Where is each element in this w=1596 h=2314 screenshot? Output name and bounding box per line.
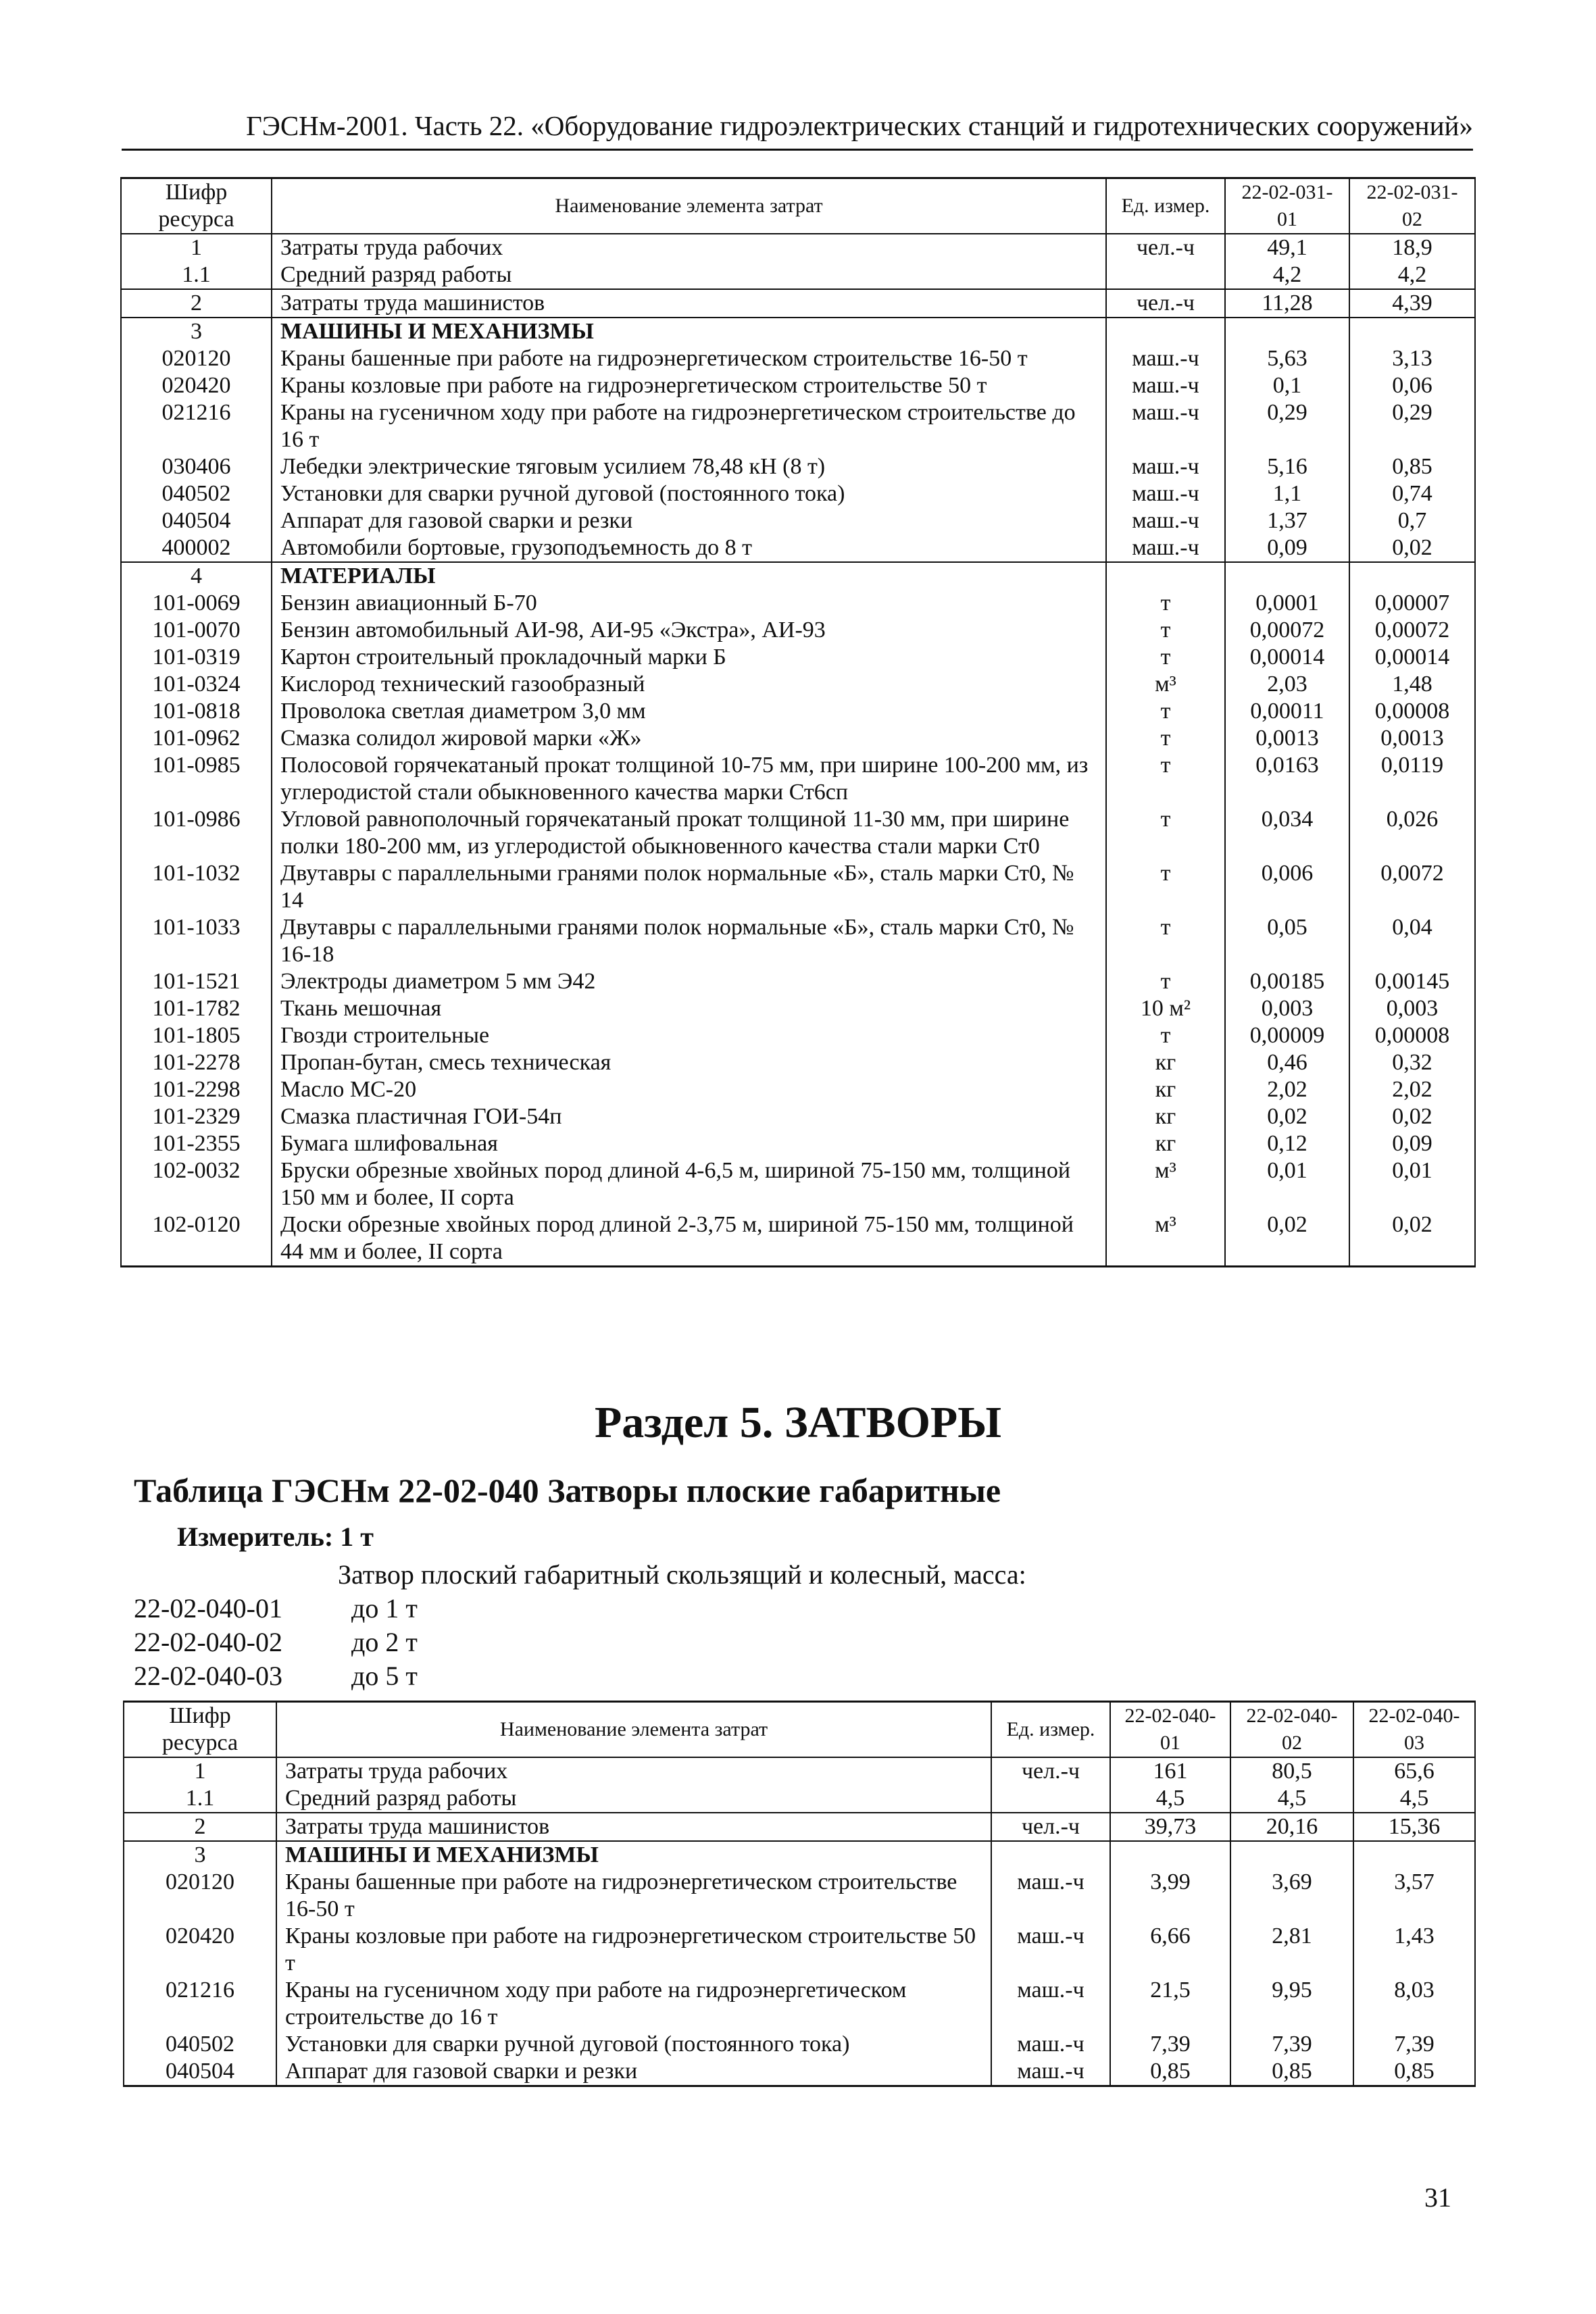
cost-element-cell: МАШИНЫ И МЕХАНИЗМЫ (272, 318, 1106, 345)
resource-code-cell: 040504 (124, 2058, 276, 2086)
unit-cell: кг (1106, 1049, 1225, 1076)
unit-cell: маш.-ч (991, 2058, 1110, 2086)
meter-label: Измеритель: 1 т (177, 1521, 374, 1552)
norm-value-cell-2: 0,74 (1349, 480, 1475, 507)
table-row (121, 345, 1475, 372)
norm-value-cell-1: 0,034 (1225, 806, 1349, 860)
cost-element-cell: Краны на гусеничном ходу при работе на гидроэнергетическом строительстве до 16 т (272, 399, 1106, 453)
norm-value-cell-3: 4,5 (1353, 1785, 1475, 1813)
header-unit: Ед. измер. (991, 1702, 1110, 1758)
resource-code-cell: 2 (124, 1813, 276, 1841)
table-row (124, 2058, 1475, 2086)
resource-code-cell: 101-0962 (121, 725, 272, 752)
norm-value-cell-1: 0,12 (1225, 1130, 1349, 1157)
unit-cell: маш.-ч (1106, 453, 1225, 480)
norm-value-cell-2: 0,00008 (1349, 1022, 1475, 1049)
norm-value-cell-1: 5,16 (1225, 453, 1349, 480)
resource-code-cell: 101-0319 (121, 644, 272, 671)
resource-code-cell: 101-0985 (121, 752, 272, 806)
resource-code-cell: 040504 (121, 507, 272, 534)
cost-element-cell: Краны на гусеничном ходу при работе на гидроэнергетическом строительстве до 16 т (276, 1977, 991, 2031)
resource-code-cell: 101-2298 (121, 1076, 272, 1103)
norm-value-cell-1: 2,03 (1225, 671, 1349, 698)
norm-value-cell-2: 0,026 (1349, 806, 1475, 860)
resource-code-cell: 2 (121, 289, 272, 318)
variant-text: до 2 т (351, 1627, 418, 1657)
table-row (124, 2031, 1475, 2058)
norm-value-cell-1: 0,00185 (1225, 968, 1349, 995)
norm-value-cell-2: 0,7 (1349, 507, 1475, 534)
variant-line (134, 1659, 418, 1693)
norm-value-cell-2: 0,00072 (1349, 617, 1475, 644)
resource-code-cell: 1.1 (124, 1785, 276, 1813)
cost-element-cell: Затраты труда рабочих (276, 1757, 991, 1785)
unit-cell: т (1106, 725, 1225, 752)
cost-element-cell: Полосовой горячекатаный прокат толщиной 10-75 мм, при ширине 100-200 мм, из углеродистой стали обыкновенного качества марки Ст6сп (272, 752, 1106, 806)
norm-value-cell-2: 0,0013 (1349, 725, 1475, 752)
page-number: 31 (1424, 2182, 1451, 2213)
cost-element-cell: Установки для сварки ручной дуговой (постоянного тока) (276, 2031, 991, 2058)
cost-element-cell: Автомобили бортовые, грузоподъемность до 8 т (272, 534, 1106, 562)
header-norm-02: 22-02-040-02 (1230, 1702, 1353, 1758)
unit-cell (1106, 318, 1225, 345)
table-title: Таблица ГЭСНм 22-02-040 Затворы плоские габаритные (134, 1472, 1001, 1509)
unit-cell: маш.-ч (991, 2031, 1110, 2058)
norm-value-cell-2: 0,29 (1349, 399, 1475, 453)
cost-element-cell: Затраты труда машинистов (272, 289, 1106, 318)
norm-value-cell-2: 0,02 (1349, 1211, 1475, 1267)
unit-cell: т (1106, 617, 1225, 644)
cost-element-cell: Смазка солидол жировой марки «Ж» (272, 725, 1106, 752)
table-row (121, 1130, 1475, 1157)
unit-cell: маш.-ч (1106, 372, 1225, 399)
cost-element-cell: Ткань мешочная (272, 995, 1106, 1022)
resource-code-cell: 020120 (121, 345, 272, 372)
resource-code-cell: 3 (124, 1841, 276, 1869)
unit-cell: маш.-ч (991, 1923, 1110, 1977)
unit-cell: маш.-ч (991, 1869, 1110, 1923)
norm-value-cell-3: 7,39 (1353, 2031, 1475, 2058)
resource-code-cell: 020420 (124, 1923, 276, 1977)
norm-value-cell-2: 0,06 (1349, 372, 1475, 399)
header-norm-02: 22-02-031-02 (1349, 178, 1475, 234)
unit-cell (1106, 562, 1225, 590)
norm-value-cell-1: 0,46 (1225, 1049, 1349, 1076)
table-row (121, 644, 1475, 671)
unit-cell: маш.-ч (1106, 507, 1225, 534)
table-row (121, 752, 1475, 806)
header-norm-01: 22-02-040-01 (1110, 1702, 1230, 1758)
norm-value-cell-2: 2,02 (1349, 1076, 1475, 1103)
cost-element-cell: Бруски обрезные хвойных пород длиной 4-6,5 м, шириной 75-150 мм, толщиной 150 мм и более, II сорта (272, 1157, 1106, 1211)
norm-value-cell-3: 8,03 (1353, 1977, 1475, 2031)
norm-value-cell-1: 0,00014 (1225, 644, 1349, 671)
norm-value-cell-1: 161 (1110, 1757, 1230, 1785)
norm-value-cell-1: 1,1 (1225, 480, 1349, 507)
unit-cell (1106, 261, 1225, 289)
norm-value-cell-1: 0,05 (1225, 914, 1349, 968)
table-row (121, 698, 1475, 725)
cost-element-cell: Краны башенные при работе на гидроэнергетическом строительстве 16-50 т (272, 345, 1106, 372)
norm-value-cell-2: 0,003 (1349, 995, 1475, 1022)
table-row (121, 968, 1475, 995)
resource-code-cell: 400002 (121, 534, 272, 562)
norm-value-cell-2: 0,00014 (1349, 644, 1475, 671)
table-row (121, 399, 1475, 453)
unit-cell: т (1106, 914, 1225, 968)
unit-cell (991, 1841, 1110, 1869)
norm-value-cell-2: 0,09 (1349, 1130, 1475, 1157)
table-row (121, 234, 1475, 261)
norm-value-cell-1 (1225, 318, 1349, 345)
norm-value-cell-2: 4,2 (1349, 261, 1475, 289)
resource-code-cell: 101-0070 (121, 617, 272, 644)
norm-value-cell-3: 65,6 (1353, 1757, 1475, 1785)
resource-code-cell: 102-0032 (121, 1157, 272, 1211)
variant-line (134, 1592, 418, 1626)
table-row (121, 860, 1475, 914)
norm-value-cell-1: 49,1 (1225, 234, 1349, 261)
norm-value-cell-1: 2,02 (1225, 1076, 1349, 1103)
resource-code-cell: 040502 (124, 2031, 276, 2058)
norm-value-cell-1: 0,0001 (1225, 590, 1349, 617)
norm-value-cell-1: 0,003 (1225, 995, 1349, 1022)
norm-value-cell-2: 0,0072 (1349, 860, 1475, 914)
norm-value-cell-3: 0,85 (1353, 2058, 1475, 2086)
resource-code-cell: 021216 (124, 1977, 276, 2031)
cost-element-cell: МАТЕРИАЛЫ (272, 562, 1106, 590)
norm-value-cell-2: 0,00008 (1349, 698, 1475, 725)
unit-cell: маш.-ч (1106, 534, 1225, 562)
variant-code: 22-02-040-03 (134, 1661, 282, 1691)
table-row (121, 480, 1475, 507)
norm-value-cell-1: 0,0163 (1225, 752, 1349, 806)
cost-element-cell: Установки для сварки ручной дуговой (постоянного тока) (272, 480, 1106, 507)
table-row (124, 1977, 1475, 2031)
norm-value-cell-2: 3,69 (1230, 1869, 1353, 1923)
unit-cell: кг (1106, 1076, 1225, 1103)
norm-value-cell-3: 3,57 (1353, 1869, 1475, 1923)
table-row (121, 1103, 1475, 1130)
cost-element-cell: Аппарат для газовой сварки и резки (276, 2058, 991, 2086)
norm-value-cell-1: 0,00072 (1225, 617, 1349, 644)
norm-value-cell-2: 4,5 (1230, 1785, 1353, 1813)
unit-cell: т (1106, 698, 1225, 725)
cost-element-cell: Картон строительный прокладочный марки Б (272, 644, 1106, 671)
norm-value-cell-1: 1,37 (1225, 507, 1349, 534)
page-header: ГЭСНм-2001. Часть 22. «Оборудование гидроэлектрических станций и гидротехнических сооружений» (122, 108, 1473, 151)
table-row (121, 1157, 1475, 1211)
gate-description: Затвор плоский габаритный скользящий и колесный, масса: (338, 1559, 1026, 1590)
unit-cell: т (1106, 752, 1225, 806)
norm-value-cell-1: 0,02 (1225, 1211, 1349, 1267)
cost-element-cell: Пропан-бутан, смесь техническая (272, 1049, 1106, 1076)
section-title: Раздел 5. ЗАТВОРЫ (594, 1398, 1002, 1447)
norm-value-cell-2: 0,02 (1349, 534, 1475, 562)
cost-element-cell: Краны башенные при работе на гидроэнергетическом строительстве 16-50 т (276, 1869, 991, 1923)
norm-value-cell-1: 0,00009 (1225, 1022, 1349, 1049)
table-row (124, 1841, 1475, 1869)
resource-code-cell: 101-0818 (121, 698, 272, 725)
norm-value-cell-1 (1110, 1841, 1230, 1869)
table-row (124, 1813, 1475, 1841)
unit-cell: т (1106, 860, 1225, 914)
table-row (121, 995, 1475, 1022)
resource-code-cell: 101-1521 (121, 968, 272, 995)
resource-code-cell: 021216 (121, 399, 272, 453)
norm-value-cell-2: 18,9 (1349, 234, 1475, 261)
norm-value-cell-1: 0,00011 (1225, 698, 1349, 725)
norm-value-cell-2: 80,5 (1230, 1757, 1353, 1785)
unit-cell: т (1106, 968, 1225, 995)
norm-value-cell-1: 0,85 (1110, 2058, 1230, 2086)
norm-value-cell-1: 39,73 (1110, 1813, 1230, 1841)
resource-code-cell: 1.1 (121, 261, 272, 289)
resource-code-cell: 1 (124, 1757, 276, 1785)
unit-cell: маш.-ч (1106, 480, 1225, 507)
cost-element-cell: Доски обрезные хвойных пород длиной 2-3,75 м, шириной 75-150 мм, толщиной 44 мм и более, II сорта (272, 1211, 1106, 1267)
table-row (124, 1757, 1475, 1785)
norm-value-cell-1: 3,99 (1110, 1869, 1230, 1923)
norm-value-cell-1: 6,66 (1110, 1923, 1230, 1977)
resource-code-cell: 030406 (121, 453, 272, 480)
norm-value-cell-3 (1353, 1841, 1475, 1869)
norm-value-cell-1: 0,0013 (1225, 725, 1349, 752)
resource-code-cell: 101-0324 (121, 671, 272, 698)
table-row (121, 1049, 1475, 1076)
norm-value-cell-2: 1,48 (1349, 671, 1475, 698)
norm-value-cell-1: 4,2 (1225, 261, 1349, 289)
header-resource-code: Шифр ресурса (121, 178, 272, 234)
norm-value-cell-2: 2,81 (1230, 1923, 1353, 1977)
variant-text: до 1 т (351, 1593, 418, 1624)
norm-value-cell-1: 0,29 (1225, 399, 1349, 453)
table-row (124, 1869, 1475, 1923)
resource-code-cell: 101-2278 (121, 1049, 272, 1076)
table-row (124, 1923, 1475, 1977)
resource-table-22-02-031 (120, 177, 1476, 1267)
header-norm-01: 22-02-031-01 (1225, 178, 1349, 234)
table-row (121, 289, 1475, 318)
table-row (121, 1076, 1475, 1103)
unit-cell: чел.-ч (991, 1757, 1110, 1785)
resource-code-cell: 020120 (124, 1869, 276, 1923)
resource-code-cell: 102-0120 (121, 1211, 272, 1267)
norm-value-cell-2: 9,95 (1230, 1977, 1353, 2031)
norm-value-cell-1: 11,28 (1225, 289, 1349, 318)
norm-value-cell-2: 0,00145 (1349, 968, 1475, 995)
unit-cell: т (1106, 590, 1225, 617)
table-row (121, 507, 1475, 534)
norm-value-cell-3: 1,43 (1353, 1923, 1475, 1977)
table-row (121, 261, 1475, 289)
cost-element-cell: Затраты труда машинистов (276, 1813, 991, 1841)
unit-cell: чел.-ч (1106, 289, 1225, 318)
header-norm-03: 22-02-040-03 (1353, 1702, 1475, 1758)
norm-value-cell-2 (1349, 318, 1475, 345)
resource-code-cell: 101-0986 (121, 806, 272, 860)
cost-element-cell: МАШИНЫ И МЕХАНИЗМЫ (276, 1841, 991, 1869)
norm-value-cell-3: 15,36 (1353, 1813, 1475, 1841)
norm-value-cell-1 (1225, 562, 1349, 590)
norm-value-cell-1: 0,02 (1225, 1103, 1349, 1130)
cost-element-cell: Кислород технический газообразный (272, 671, 1106, 698)
unit-cell: чел.-ч (1106, 234, 1225, 261)
table-row (121, 590, 1475, 617)
table-row (121, 453, 1475, 480)
header-unit: Ед. измер. (1106, 178, 1225, 234)
norm-value-cell-2 (1230, 1841, 1353, 1869)
unit-cell (991, 1785, 1110, 1813)
norm-value-cell-2: 0,00007 (1349, 590, 1475, 617)
resource-code-cell: 101-2355 (121, 1130, 272, 1157)
cost-element-cell: Краны козловые при работе на гидроэнергетическом строительстве 50 т (276, 1923, 991, 1977)
cost-element-cell: Бензин автомобильный АИ-98, АИ-95 «Экстра», АИ-93 (272, 617, 1106, 644)
unit-cell: кг (1106, 1103, 1225, 1130)
unit-cell: кг (1106, 1130, 1225, 1157)
cost-element-cell: Двутавры с параллельными гранями полок нормальные «Б», сталь марки Ст0, № 14 (272, 860, 1106, 914)
unit-cell: т (1106, 644, 1225, 671)
norm-value-cell-2: 0,85 (1349, 453, 1475, 480)
cost-element-cell: Затраты труда рабочих (272, 234, 1106, 261)
norm-value-cell-1: 7,39 (1110, 2031, 1230, 2058)
cost-element-cell: Двутавры с параллельными гранями полок нормальные «Б», сталь марки Ст0, № 16-18 (272, 914, 1106, 968)
cost-element-cell: Угловой равнополочный горячекатаный прокат толщиной 11-30 мм, при ширине полки 180-200 мм, из углеродистой обыкновенного качества стали марки Ст0 (272, 806, 1106, 860)
norm-value-cell-2: 0,32 (1349, 1049, 1475, 1076)
cost-element-cell: Масло МС-20 (272, 1076, 1106, 1103)
cost-element-cell: Средний разряд работы (272, 261, 1106, 289)
unit-cell: т (1106, 1022, 1225, 1049)
resource-code-cell: 4 (121, 562, 272, 590)
table-row (121, 806, 1475, 860)
unit-cell: маш.-ч (1106, 399, 1225, 453)
cost-element-cell: Бумага шлифовальная (272, 1130, 1106, 1157)
norm-value-cell-1: 0,006 (1225, 860, 1349, 914)
variant-code: 22-02-040-02 (134, 1627, 282, 1657)
norm-value-cell-2: 0,04 (1349, 914, 1475, 968)
cost-element-cell: Электроды диаметром 5 мм Э42 (272, 968, 1106, 995)
table-row (124, 1785, 1475, 1813)
table-row (121, 318, 1475, 345)
norm-value-cell-1: 0,01 (1225, 1157, 1349, 1211)
cost-element-cell: Средний разряд работы (276, 1785, 991, 1813)
table-row (121, 562, 1475, 590)
cost-element-cell: Краны козловые при работе на гидроэнергетическом строительстве 50 т (272, 372, 1106, 399)
cost-element-cell: Бензин авиационный Б-70 (272, 590, 1106, 617)
norm-value-cell-1: 5,63 (1225, 345, 1349, 372)
table-row (121, 1211, 1475, 1267)
table-row (121, 1022, 1475, 1049)
resource-code-cell: 101-0069 (121, 590, 272, 617)
unit-cell: м³ (1106, 1157, 1225, 1211)
variant-text: до 5 т (351, 1661, 418, 1691)
header-cost-element: Наименование элемента затрат (272, 178, 1106, 234)
norm-value-cell-2: 20,16 (1230, 1813, 1353, 1841)
norm-value-cell-2 (1349, 562, 1475, 590)
unit-cell: маш.-ч (1106, 345, 1225, 372)
unit-cell: м³ (1106, 671, 1225, 698)
resource-code-cell: 101-1782 (121, 995, 272, 1022)
resource-code-cell: 1 (121, 234, 272, 261)
norm-value-cell-1: 21,5 (1110, 1977, 1230, 2031)
table-row (121, 914, 1475, 968)
table-row (121, 372, 1475, 399)
cost-element-cell: Аппарат для газовой сварки и резки (272, 507, 1106, 534)
norm-value-cell-1: 4,5 (1110, 1785, 1230, 1813)
header-cost-element: Наименование элемента затрат (276, 1702, 991, 1758)
table-row (121, 617, 1475, 644)
unit-cell: 10 м² (1106, 995, 1225, 1022)
unit-cell: чел.-ч (991, 1813, 1110, 1841)
norm-value-cell-2: 0,02 (1349, 1103, 1475, 1130)
norm-value-cell-2: 0,0119 (1349, 752, 1475, 806)
header-resource-code: Шифр ресурса (124, 1702, 276, 1758)
norm-value-cell-1: 0,1 (1225, 372, 1349, 399)
resource-code-cell: 101-1032 (121, 860, 272, 914)
norm-value-cell-2: 0,01 (1349, 1157, 1475, 1211)
cost-element-cell: Проволока светлая диаметром 3,0 мм (272, 698, 1106, 725)
resource-code-cell: 020420 (121, 372, 272, 399)
unit-cell: маш.-ч (991, 1977, 1110, 2031)
variant-line (134, 1626, 418, 1659)
resource-code-cell: 101-2329 (121, 1103, 272, 1130)
norm-value-cell-2: 7,39 (1230, 2031, 1353, 2058)
resource-code-cell: 101-1033 (121, 914, 272, 968)
cost-element-cell: Гвозди строительные (272, 1022, 1106, 1049)
resource-table-22-02-040 (123, 1701, 1476, 2087)
cost-element-cell: Лебедки электрические тяговым усилием 78,48 кН (8 т) (272, 453, 1106, 480)
norm-value-cell-2: 4,39 (1349, 289, 1475, 318)
resource-code-cell: 3 (121, 318, 272, 345)
variant-code: 22-02-040-01 (134, 1593, 282, 1624)
table-row (121, 534, 1475, 562)
unit-cell: м³ (1106, 1211, 1225, 1267)
unit-cell: т (1106, 806, 1225, 860)
norm-value-cell-1: 0,09 (1225, 534, 1349, 562)
cost-element-cell: Смазка пластичная ГОИ-54п (272, 1103, 1106, 1130)
resource-code-cell: 101-1805 (121, 1022, 272, 1049)
resource-code-cell: 040502 (121, 480, 272, 507)
norm-value-cell-2: 0,85 (1230, 2058, 1353, 2086)
table-row (121, 725, 1475, 752)
table-row (121, 671, 1475, 698)
norm-value-cell-2: 3,13 (1349, 345, 1475, 372)
